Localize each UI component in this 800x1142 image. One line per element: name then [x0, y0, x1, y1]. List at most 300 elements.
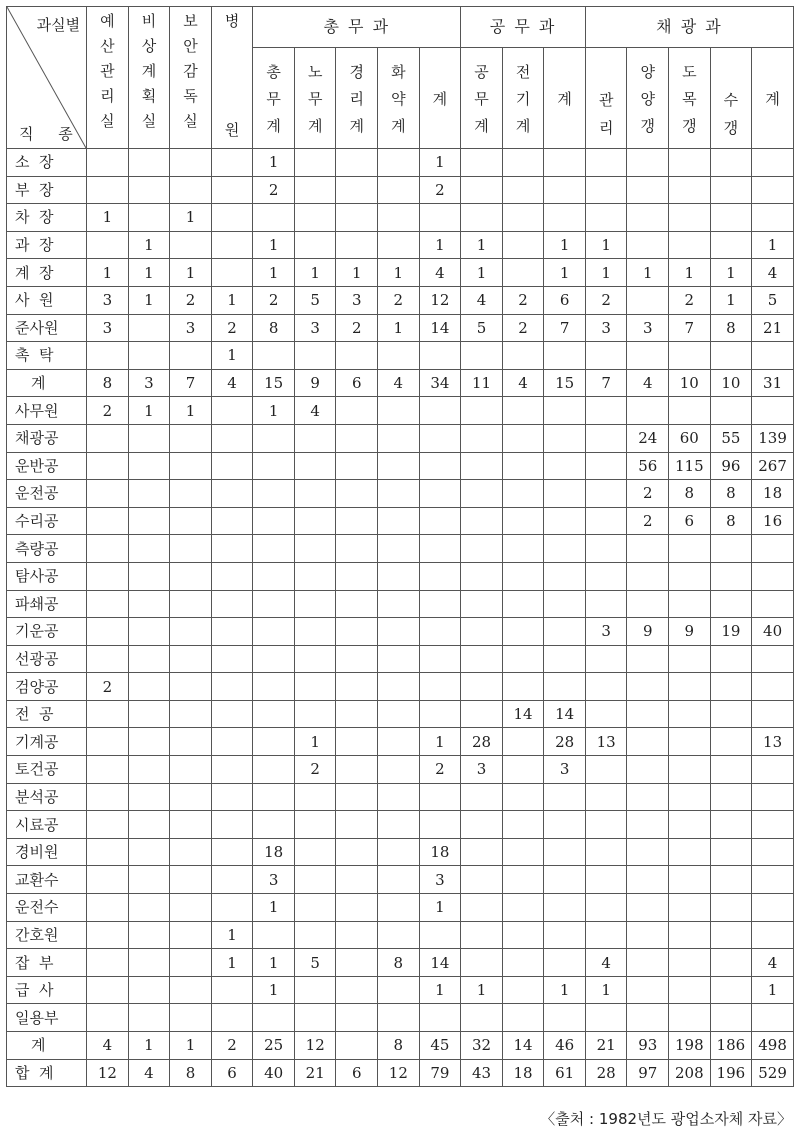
table-cell	[669, 562, 711, 590]
table-cell	[294, 204, 336, 232]
table-cell	[544, 342, 586, 370]
table-cell	[752, 700, 794, 728]
table-cell: 8	[669, 480, 711, 508]
table-cell	[128, 700, 170, 728]
table-cell: 1	[128, 1032, 170, 1060]
table-cell	[669, 838, 711, 866]
table-cell: 7	[170, 369, 212, 397]
table-cell	[170, 618, 212, 646]
table-cell: 1	[253, 949, 295, 977]
row-label: 일용부	[7, 1004, 87, 1032]
table-cell	[378, 176, 420, 204]
table-cell: 1	[87, 259, 129, 287]
table-cell: 24	[627, 424, 669, 452]
table-cell: 2	[336, 314, 378, 342]
table-cell	[128, 921, 170, 949]
table-cell	[544, 894, 586, 922]
table-cell	[627, 700, 669, 728]
table-cell: 40	[752, 618, 794, 646]
table-cell	[461, 1004, 503, 1032]
table-cell	[211, 535, 253, 563]
table-cell	[336, 204, 378, 232]
table-cell	[544, 397, 586, 425]
subheader-공무계: 공 무 계	[461, 48, 503, 149]
table-cell: 2	[253, 286, 295, 314]
table-cell	[294, 480, 336, 508]
table-cell	[502, 894, 544, 922]
table-cell	[170, 342, 212, 370]
subheader-도목갱: 도 목 갱	[669, 48, 711, 149]
table-cell	[336, 231, 378, 259]
table-cell	[170, 480, 212, 508]
table-cell	[378, 507, 420, 535]
table-cell: 2	[87, 397, 129, 425]
table-cell	[752, 783, 794, 811]
table-cell	[87, 811, 129, 839]
table-cell	[419, 783, 461, 811]
table-cell	[544, 562, 586, 590]
row-label: 과 장	[7, 231, 87, 259]
table-cell	[87, 700, 129, 728]
table-row	[7, 480, 794, 508]
subheader-노무계: 노 무 계	[294, 48, 336, 149]
table-cell: 3	[627, 314, 669, 342]
row-label: 측량공	[7, 535, 87, 563]
table-cell: 186	[710, 1032, 752, 1060]
table-cell	[336, 618, 378, 646]
corner-top-label: 과실별	[36, 16, 81, 34]
table-cell	[502, 176, 544, 204]
table-row	[7, 976, 794, 1004]
table-cell: 8	[710, 314, 752, 342]
table-cell	[627, 286, 669, 314]
subheader-전기계: 전 기 계	[502, 48, 544, 149]
table-cell	[585, 894, 627, 922]
table-cell	[87, 424, 129, 452]
table-cell: 28	[585, 1059, 627, 1087]
table-row	[7, 645, 794, 673]
table-cell	[419, 811, 461, 839]
table-cell: 60	[669, 424, 711, 452]
table-cell	[336, 700, 378, 728]
table-cell	[627, 728, 669, 756]
table-cell: 196	[710, 1059, 752, 1087]
table-row	[7, 921, 794, 949]
table-cell	[627, 176, 669, 204]
table-cell: 8	[170, 1059, 212, 1087]
table-cell	[544, 204, 586, 232]
table-cell	[128, 673, 170, 701]
group-header-총무과: 총 무 과	[253, 7, 461, 48]
subheader-화약계: 화 약 계	[378, 48, 420, 149]
table-cell: 14	[419, 314, 461, 342]
table-cell	[336, 894, 378, 922]
table-cell: 1	[211, 949, 253, 977]
table-cell	[336, 756, 378, 784]
table-cell: 1	[128, 397, 170, 425]
table-cell: 6	[211, 1059, 253, 1087]
table-cell: 4	[585, 949, 627, 977]
table-cell: 6	[544, 286, 586, 314]
table-cell	[461, 590, 503, 618]
table-cell	[170, 1004, 212, 1032]
group-header-공무과: 공 무 과	[461, 7, 586, 48]
table-cell: 3	[419, 866, 461, 894]
table-cell	[128, 838, 170, 866]
table-cell: 8	[710, 480, 752, 508]
table-cell: 4	[128, 1059, 170, 1087]
table-cell: 1	[419, 149, 461, 177]
table-cell	[253, 562, 295, 590]
table-cell: 4	[211, 369, 253, 397]
table-cell: 43	[461, 1059, 503, 1087]
table-cell	[253, 673, 295, 701]
table-cell	[336, 728, 378, 756]
table-cell	[253, 645, 295, 673]
table-cell	[170, 811, 212, 839]
table-cell	[544, 480, 586, 508]
table-cell	[294, 1004, 336, 1032]
table-cell: 5	[294, 949, 336, 977]
table-cell	[585, 176, 627, 204]
table-cell	[544, 1004, 586, 1032]
table-cell	[502, 342, 544, 370]
table-cell: 1	[419, 231, 461, 259]
table-cell	[253, 507, 295, 535]
subheader-양양갱: 양 양 갱	[627, 48, 669, 149]
subheader-계: 계	[752, 48, 794, 149]
table-cell	[294, 838, 336, 866]
table-cell	[170, 562, 212, 590]
table-cell	[128, 618, 170, 646]
table-cell	[128, 535, 170, 563]
table-cell	[710, 342, 752, 370]
table-cell	[336, 535, 378, 563]
table-cell	[544, 921, 586, 949]
table-cell	[669, 231, 711, 259]
table-cell	[461, 645, 503, 673]
table-cell	[336, 424, 378, 452]
table-cell: 3	[87, 286, 129, 314]
table-cell	[585, 507, 627, 535]
table-cell	[710, 866, 752, 894]
table-row	[7, 1032, 794, 1060]
table-cell	[627, 756, 669, 784]
table-row	[7, 149, 794, 177]
table-cell	[669, 673, 711, 701]
table-cell	[669, 783, 711, 811]
table-cell	[669, 976, 711, 1004]
table-cell: 10	[710, 369, 752, 397]
table-cell	[87, 149, 129, 177]
table-cell	[461, 700, 503, 728]
table-row	[7, 452, 794, 480]
row-label: 사 원	[7, 286, 87, 314]
table-cell: 4	[378, 369, 420, 397]
table-cell: 28	[461, 728, 503, 756]
row-label: 경비원	[7, 838, 87, 866]
table-row	[7, 231, 794, 259]
table-cell	[502, 866, 544, 894]
table-cell	[378, 700, 420, 728]
subheader-총무계: 총 무 계	[253, 48, 295, 149]
table-cell	[461, 894, 503, 922]
table-cell	[461, 618, 503, 646]
table-cell	[211, 204, 253, 232]
row-label: 운전수	[7, 894, 87, 922]
table-cell: 12	[419, 286, 461, 314]
table-cell: 40	[253, 1059, 295, 1087]
table-cell: 1	[585, 231, 627, 259]
table-cell: 93	[627, 1032, 669, 1060]
row-label: 급 사	[7, 976, 87, 1004]
table-cell	[627, 921, 669, 949]
table-row	[7, 314, 794, 342]
table-cell	[211, 590, 253, 618]
table-cell	[87, 342, 129, 370]
table-cell	[211, 1004, 253, 1032]
table-row	[7, 369, 794, 397]
row-label: 준사원	[7, 314, 87, 342]
table-cell	[336, 949, 378, 977]
table-cell	[336, 866, 378, 894]
table-cell	[170, 838, 212, 866]
table-cell	[585, 452, 627, 480]
table-cell	[669, 811, 711, 839]
table-cell	[170, 535, 212, 563]
table-cell	[253, 480, 295, 508]
table-cell: 14	[419, 949, 461, 977]
table-cell	[378, 811, 420, 839]
table-cell: 9	[669, 618, 711, 646]
table-cell	[170, 452, 212, 480]
table-cell: 1	[627, 259, 669, 287]
table-cell	[211, 645, 253, 673]
table-cell: 1	[170, 397, 212, 425]
table-cell: 12	[294, 1032, 336, 1060]
table-row	[7, 811, 794, 839]
table-row	[7, 700, 794, 728]
table-cell	[378, 480, 420, 508]
table-cell	[336, 645, 378, 673]
table-cell	[752, 1004, 794, 1032]
table-cell	[544, 811, 586, 839]
corner-bottom-label: 직 종	[19, 125, 83, 143]
row-label: 부 장	[7, 176, 87, 204]
table-cell	[128, 424, 170, 452]
table-cell: 32	[461, 1032, 503, 1060]
table-cell	[585, 673, 627, 701]
table-cell: 96	[710, 452, 752, 480]
table-cell: 5	[461, 314, 503, 342]
table-cell	[419, 645, 461, 673]
table-cell	[128, 480, 170, 508]
table-cell: 1	[128, 231, 170, 259]
table-cell	[710, 811, 752, 839]
row-label: 교환수	[7, 866, 87, 894]
table-cell: 4	[419, 259, 461, 287]
table-cell	[336, 176, 378, 204]
table-cell: 8	[378, 1032, 420, 1060]
table-cell: 1	[378, 259, 420, 287]
table-cell	[669, 342, 711, 370]
table-cell: 13	[752, 728, 794, 756]
table-cell	[419, 1004, 461, 1032]
table-cell	[585, 562, 627, 590]
table-cell	[710, 535, 752, 563]
table-cell: 97	[627, 1059, 669, 1087]
table-cell	[669, 1004, 711, 1032]
table-cell: 139	[752, 424, 794, 452]
table-cell	[585, 921, 627, 949]
table-cell	[170, 728, 212, 756]
table-cell	[378, 562, 420, 590]
table-cell	[128, 452, 170, 480]
table-cell	[87, 176, 129, 204]
table-cell	[294, 921, 336, 949]
table-cell	[627, 342, 669, 370]
table-row	[7, 176, 794, 204]
table-cell	[336, 921, 378, 949]
table-cell: 31	[752, 369, 794, 397]
table-cell	[211, 231, 253, 259]
table-cell	[585, 480, 627, 508]
table-cell	[461, 452, 503, 480]
table-cell: 1	[211, 342, 253, 370]
table-cell	[461, 397, 503, 425]
table-cell	[585, 756, 627, 784]
table-cell	[627, 838, 669, 866]
row-label: 계	[7, 369, 87, 397]
table-cell: 1	[253, 259, 295, 287]
table-cell: 1	[253, 231, 295, 259]
table-cell: 79	[419, 1059, 461, 1087]
table-cell	[710, 645, 752, 673]
row-label: 사무원	[7, 397, 87, 425]
table-cell: 4	[87, 1032, 129, 1060]
table-cell	[502, 562, 544, 590]
table-cell	[461, 424, 503, 452]
table-cell: 1	[336, 259, 378, 287]
table-cell	[461, 507, 503, 535]
row-label: 선광공	[7, 645, 87, 673]
table-cell	[461, 921, 503, 949]
table-cell: 3	[585, 618, 627, 646]
table-cell: 2	[211, 314, 253, 342]
table-cell	[336, 590, 378, 618]
table-cell	[502, 204, 544, 232]
table-cell: 12	[378, 1059, 420, 1087]
table-cell: 1	[253, 149, 295, 177]
table-cell	[752, 397, 794, 425]
table-cell	[336, 397, 378, 425]
table-cell	[585, 1004, 627, 1032]
table-cell	[752, 921, 794, 949]
source-note: 〈출처 : 1982년도 광업소자체 자료〉	[540, 1110, 792, 1128]
table-cell: 8	[378, 949, 420, 977]
table-cell	[461, 949, 503, 977]
table-cell	[253, 204, 295, 232]
table-cell	[544, 645, 586, 673]
table-cell	[544, 866, 586, 894]
subheader-계: 계	[544, 48, 586, 149]
subheader-경리계: 경 리 계	[336, 48, 378, 149]
table-cell	[752, 535, 794, 563]
table-cell	[211, 756, 253, 784]
table-cell	[419, 342, 461, 370]
table-cell	[669, 645, 711, 673]
table-cell: 1	[170, 1032, 212, 1060]
table-cell	[669, 921, 711, 949]
subheader-관리: 관 리	[585, 48, 627, 149]
table-cell	[502, 535, 544, 563]
row-label: 계 장	[7, 259, 87, 287]
table-cell: 1	[710, 286, 752, 314]
table-cell	[544, 783, 586, 811]
table-body	[7, 149, 794, 1087]
table-cell: 1	[128, 259, 170, 287]
table-cell	[669, 204, 711, 232]
table-cell	[502, 424, 544, 452]
table-cell: 1	[544, 259, 586, 287]
table-cell	[378, 756, 420, 784]
table-cell	[211, 728, 253, 756]
table-cell	[87, 756, 129, 784]
table-cell	[669, 728, 711, 756]
table-cell	[253, 452, 295, 480]
table-row	[7, 756, 794, 784]
table-row	[7, 866, 794, 894]
table-cell	[128, 149, 170, 177]
table-cell	[502, 976, 544, 1004]
table-cell: 3	[336, 286, 378, 314]
table-cell	[669, 149, 711, 177]
table-row	[7, 838, 794, 866]
table-cell	[128, 756, 170, 784]
table-cell	[585, 342, 627, 370]
table-cell: 1	[294, 259, 336, 287]
table-cell	[710, 728, 752, 756]
table-cell	[627, 645, 669, 673]
table-cell	[128, 811, 170, 839]
table-cell	[461, 149, 503, 177]
table-cell: 14	[502, 1032, 544, 1060]
table-cell	[211, 866, 253, 894]
table-cell	[294, 535, 336, 563]
table-cell	[211, 176, 253, 204]
table-row	[7, 507, 794, 535]
table-cell	[544, 452, 586, 480]
table-cell: 1	[710, 259, 752, 287]
table-cell	[378, 673, 420, 701]
table-cell: 2	[419, 176, 461, 204]
row-label: 기운공	[7, 618, 87, 646]
table-row	[7, 894, 794, 922]
table-cell: 14	[502, 700, 544, 728]
table-cell: 5	[294, 286, 336, 314]
table-cell	[170, 149, 212, 177]
subheader-수갱: 수 갱	[710, 48, 752, 149]
table-cell	[669, 535, 711, 563]
table-cell	[585, 535, 627, 563]
table-row	[7, 728, 794, 756]
table-cell	[461, 673, 503, 701]
table-cell	[128, 507, 170, 535]
table-cell	[211, 811, 253, 839]
table-cell: 7	[544, 314, 586, 342]
table-cell	[710, 976, 752, 1004]
table-cell	[336, 480, 378, 508]
